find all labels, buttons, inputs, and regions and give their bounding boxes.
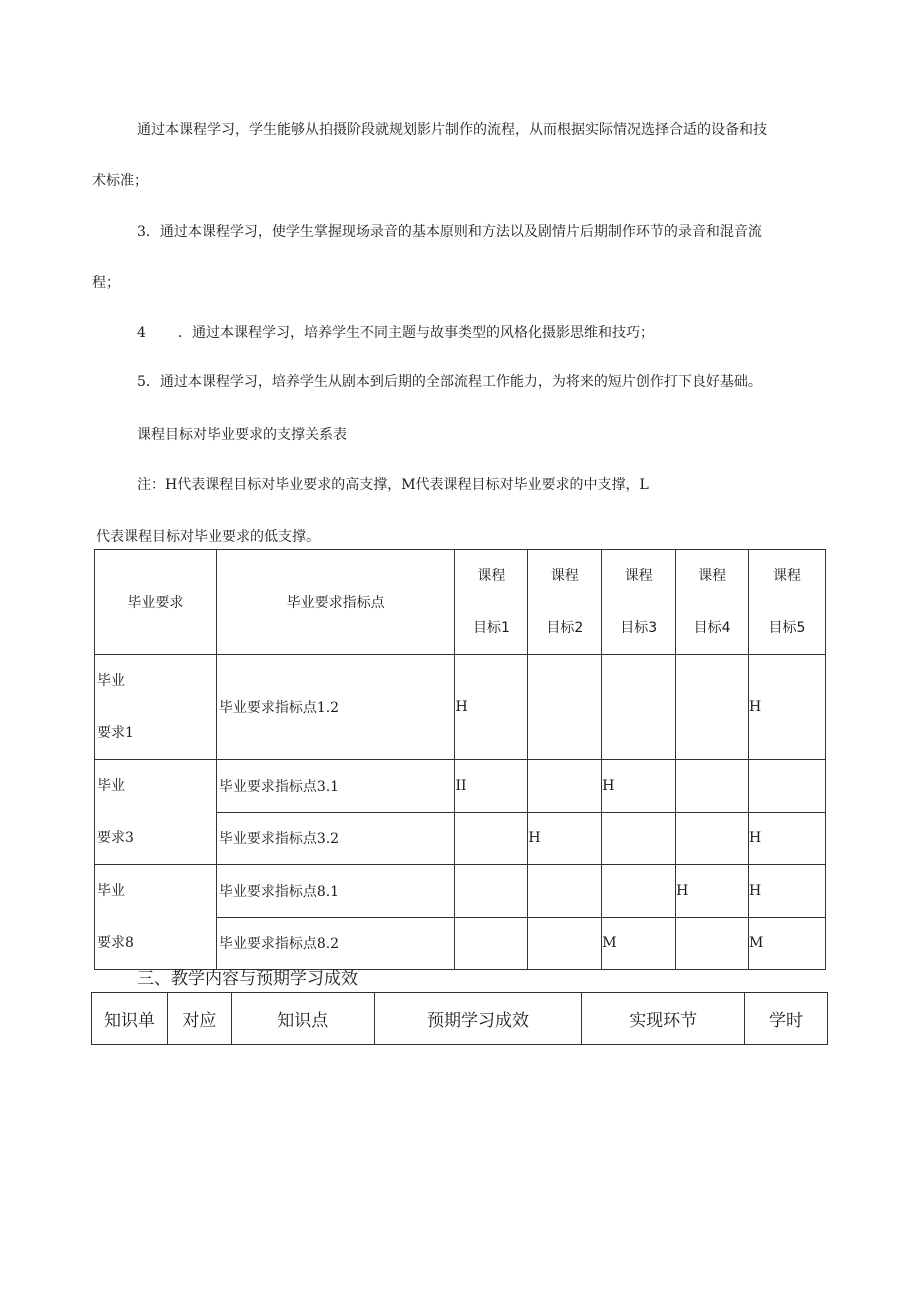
goal-cell (676, 812, 749, 865)
goal-cell: H (749, 812, 826, 865)
goal-cell (676, 655, 749, 760)
goal-cell (455, 812, 528, 865)
header-correspondence: 对应 (167, 993, 231, 1045)
paragraph-5: 5．通过本课程学习，培养学生从剧本到后期的全部流程工作能力，为将来的短片创作打下良好基础。 (137, 374, 762, 390)
goal-cell (455, 917, 528, 970)
requirement-line-1: 毕业 (97, 778, 125, 794)
header-goal-label: 目标2 (546, 620, 584, 636)
indicator-cell: 毕业要求指标点8.1 (216, 865, 455, 918)
header-expected-outcome: 预期学习成效 (374, 993, 582, 1045)
goal-cell (676, 760, 749, 813)
header-hours: 学时 (745, 993, 828, 1045)
goal-cell (749, 760, 826, 813)
note-line-2: 代表课程目标对毕业要求的低支撑。 (96, 529, 320, 545)
requirement-line-1: 毕业 (97, 673, 125, 689)
header-goal-top: 课程 (550, 568, 579, 584)
goal-cell: H (749, 655, 826, 760)
paragraph-3-line-1: 3．通过本课程学习，使学生掌握现场录音的基本原则和方法以及剧情片后期制作环节的录音和混音流 (137, 224, 762, 240)
requirement-cell (95, 760, 217, 865)
table-header-row (95, 550, 826, 655)
header-goal-label: 目标3 (620, 620, 658, 636)
indicator-cell: 毕业要求指标点3.1 (216, 760, 455, 813)
goal-cell: H (455, 655, 528, 760)
paragraph-4-text: ．通过本课程学习，培养学生不同主题与故事类型的风格化摄影思维和技巧； (178, 325, 654, 341)
goal-cell: H (749, 865, 826, 918)
goal-cell (528, 917, 602, 970)
goal-cell (528, 760, 602, 813)
header-goal-label: 目标5 (768, 620, 806, 636)
table-caption: 课程目标对毕业要求的支撑关系表 (137, 427, 347, 443)
goal-cell: M (749, 917, 826, 970)
goal-cell (602, 812, 676, 865)
requirement-line-2: 要求8 (97, 935, 134, 951)
requirement-line-2: 要求1 (97, 725, 134, 741)
table-row (95, 760, 826, 813)
goal-cell (602, 655, 676, 760)
goal-cell: M (602, 917, 676, 970)
goal-cell: H (528, 812, 602, 865)
header-implementation: 实现环节 (582, 993, 745, 1045)
requirement-cell (95, 655, 217, 760)
header-requirement: 毕业要求 (95, 550, 217, 655)
header-goal-top: 课程 (773, 568, 802, 584)
header-goal-3 (602, 550, 676, 655)
teaching-content-header-row (92, 993, 828, 1045)
goal-cell (455, 865, 528, 918)
requirement-line-1: 毕业 (97, 883, 125, 899)
support-relationship-table (94, 549, 826, 970)
section-3-heading: 三、教学内容与预期学习成效 (137, 969, 358, 989)
requirement-cell (95, 865, 217, 970)
header-goal-top: 课程 (698, 568, 727, 584)
goal-cell (528, 655, 602, 760)
header-goal-label: 目标4 (693, 620, 731, 636)
header-knowledge-point: 知识点 (231, 993, 374, 1045)
indicator-cell: 毕业要求指标点3.2 (216, 812, 455, 865)
teaching-content-table (91, 992, 828, 1045)
paragraph-4-number: 4 (137, 325, 146, 341)
goal-cell: II (455, 760, 528, 813)
paragraph-3-line-2: 程； (92, 275, 120, 291)
note-line-1: 注：H代表课程目标对毕业要求的高支撑，M代表课程目标对毕业要求的中支撑，L (137, 477, 649, 493)
header-goal-4 (676, 550, 749, 655)
goal-cell (528, 865, 602, 918)
table-row (95, 655, 826, 760)
header-indicator: 毕业要求指标点 (216, 550, 455, 655)
header-goal-top: 课程 (477, 568, 506, 584)
paragraph-1-line-1: 通过本课程学习，学生能够从拍摄阶段就规划影片制作的流程，从而根据实际情况选择合适的设备和技 (137, 122, 767, 138)
paragraph-1-line-2: 术标准； (92, 173, 148, 189)
header-goal-5 (749, 550, 826, 655)
indicator-cell: 毕业要求指标点8.2 (216, 917, 455, 970)
header-goal-1 (455, 550, 528, 655)
indicator-cell: 毕业要求指标点1.2 (216, 655, 455, 760)
header-goal-top: 课程 (624, 568, 653, 584)
goal-cell (676, 917, 749, 970)
requirement-line-2: 要求3 (97, 830, 134, 846)
header-goal-label: 目标1 (472, 620, 510, 636)
header-goal-2 (528, 550, 602, 655)
goal-cell: H (602, 760, 676, 813)
header-knowledge-unit: 知识单 (92, 993, 168, 1045)
goal-cell: H (676, 865, 749, 918)
table-row (95, 865, 826, 918)
goal-cell (602, 865, 676, 918)
